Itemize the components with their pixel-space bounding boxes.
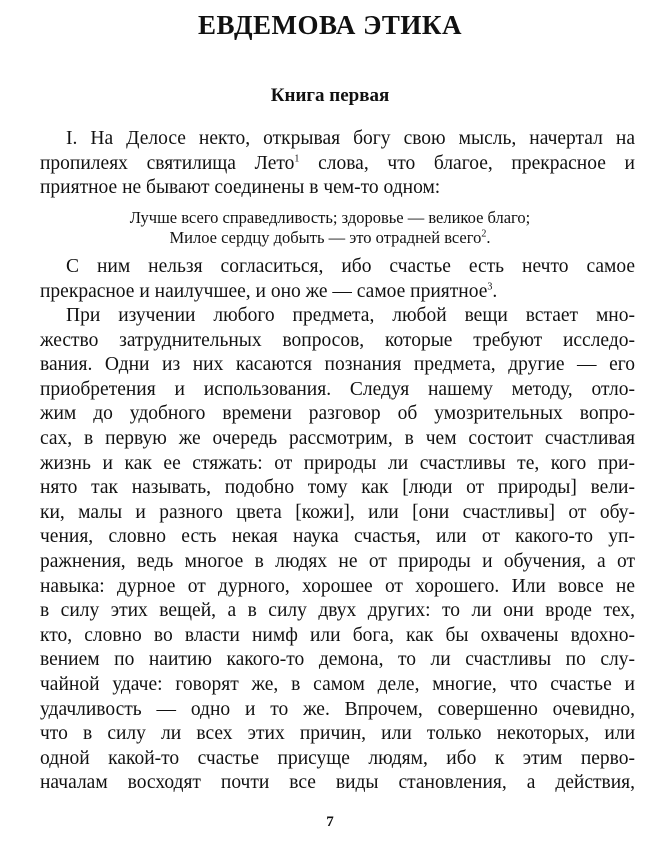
text-line: нято так называть, подобно тому как [люди от природы] вели- — [40, 477, 635, 499]
footnote-marker: 1 — [294, 153, 300, 165]
paragraph-3 — [40, 304, 635, 796]
text-line: С ним нельзя согласиться, ибо счастье есть нечто самое — [66, 256, 635, 277]
verse-quote — [0, 208, 660, 248]
text-line: чения, словно есть некая наука счастья, или от какого-то уп- — [40, 526, 635, 548]
text-line: вением по наитию какого-то демона, то ли счастливы по слу- — [40, 649, 635, 671]
text-line: приятное не бывают соединены в чем-то одном: — [40, 177, 441, 199]
text-line: прекрасное и наилучшее, и оно же — самое приятное$^3$. — [40, 280, 498, 302]
text-line: пропилеях святилища Лето$^1$ слова, что благое, прекрасное и — [40, 152, 635, 174]
text-line: кто, словно во власти нимф или бога, как бы охвачены вдохно- — [40, 624, 635, 646]
text-line: одной какой-то счастье присуще людям, ибо к этим перво- — [40, 747, 635, 769]
verse-line: Лучше всего справедливость; здоровье — великое благо; — [129, 208, 531, 227]
text-line: жим до удобного времени разговор об умозрительных вопро- — [40, 403, 635, 425]
footnote-marker: 2 — [481, 228, 487, 240]
text-line: удачливость — одно и то же. Впрочем, совершенно очевидно, — [40, 698, 635, 720]
footnote-marker: 3 — [487, 281, 493, 293]
verse-line: Милое сердцу добыть — это отрадней всего$^2$. — [169, 228, 491, 247]
text-line: вания. Одни из них касаются познания предмета, другие — его — [40, 354, 635, 376]
text-line: в силу этих вещей, а в силу двух других: то ли они вроде тех, — [40, 600, 635, 622]
text-line: что в силу ли всех этих причин, или только некоторых, или — [40, 723, 635, 745]
text-line: При изучении любого предмета, любой вещи встает мно- — [66, 305, 635, 326]
paragraph-2 — [40, 255, 635, 304]
text-line: приобретения и использования. Следуя нашему методу, отло- — [40, 378, 635, 400]
text-line: жество затруднительных вопросов, которые требуют исследо- — [40, 329, 635, 351]
text-line: сах, в первую же очередь рассмотрим, в чем состоит счастливая — [40, 427, 635, 449]
page-number: 7 — [326, 814, 334, 830]
paragraph-1 — [40, 127, 635, 201]
text-line: I. На Делосе некто, открывая богу свою мысль, начертал на — [66, 128, 635, 149]
page-title: ЕВДЕМОВА ЭТИКА — [197, 10, 462, 40]
book-subtitle: Книга первая — [270, 85, 390, 106]
text-line: чайной удаче: говорят же, в самом деле, многие, что счастье и — [40, 673, 635, 695]
text-line: навыка: дурное от дурного, хорошее от хорошего. Или вовсе не — [40, 575, 635, 597]
text-line: ражнения, ведь многое в людях не от природы и обучения, а от — [40, 550, 635, 572]
text-line: жизнь и как ее стяжать: от природы ли счастливы те, кого при- — [40, 452, 635, 474]
text-line: началам восходят почти все виды становления, а действия, — [40, 772, 635, 794]
text-line: ки, малы и разного цвета [кожи], или [они счастливы] от обу- — [40, 501, 635, 523]
